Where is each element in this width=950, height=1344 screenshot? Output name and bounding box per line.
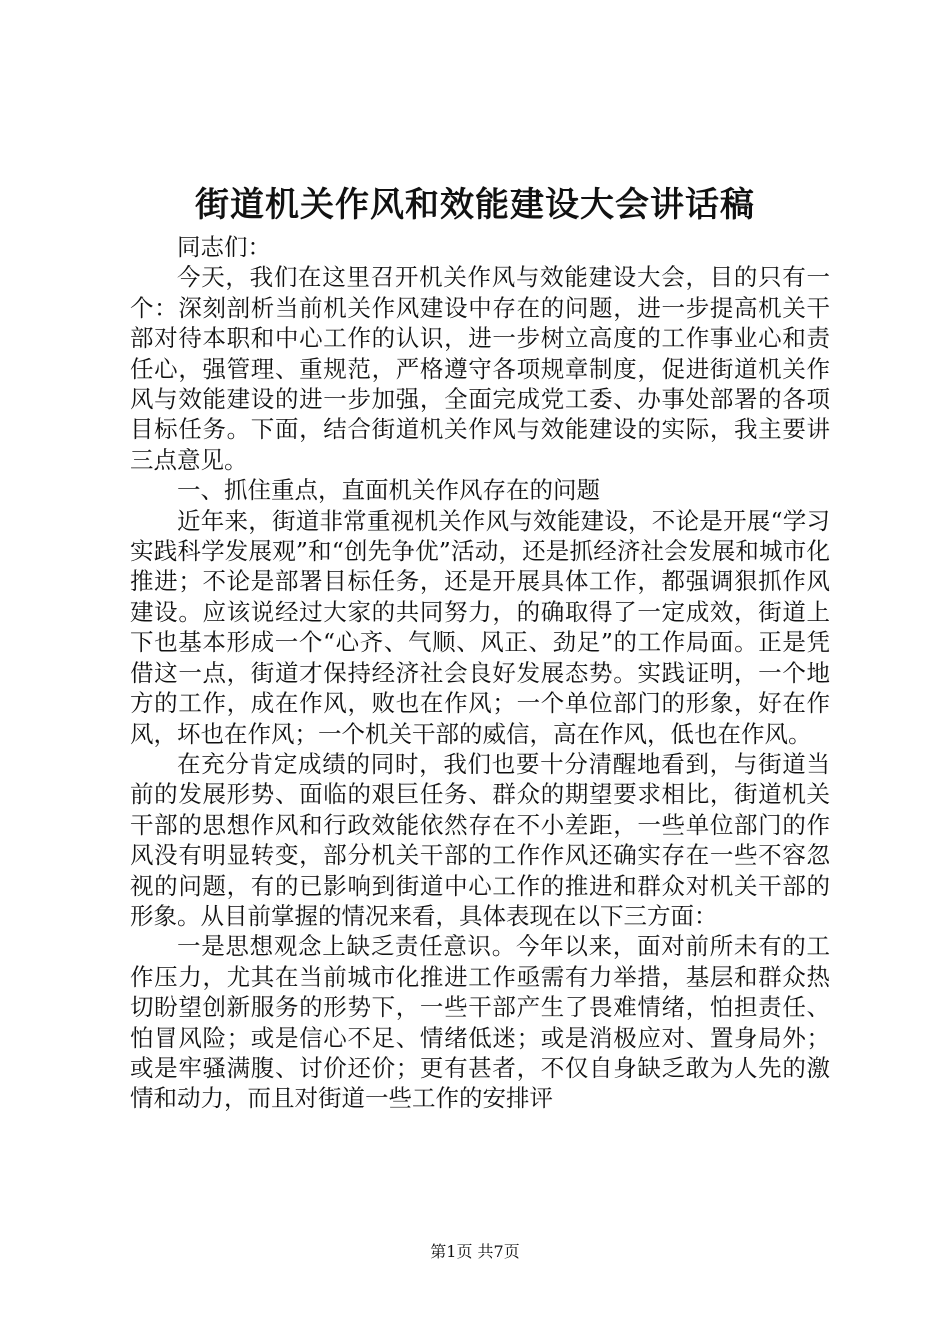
document-title: 街道机关作风和效能建设大会讲话稿: [195, 185, 755, 225]
document-body: [130, 232, 830, 1114]
salutation-paragraph: 同志们：: [177, 233, 271, 261]
section-heading: 一、抓住重点，直面机关作风存在的问题: [177, 476, 600, 505]
body-paragraph: 一是思想观念上缺乏责任意识。今年以来，面对前所未有的工作压力，尤其在当前城市化推进工作亟需有力举措，基层和群众热切盼望创新服务的形势下，一些干部产生了畏难情绪，怕担责任、怕冒风险；或是信心不足、情绪低迷；或是消极应对、置身局外；或是牢骚满腹、讨价还价；更有甚者，不仅自身缺乏敢为人先的激情和动力，而且对街道一些工作的安排评: [130, 932, 830, 1113]
body-paragraph: 在充分肯定成绩的同时，我们也要十分清醒地看到，与街道当前的发展形势、面临的艰巨任务、群众的期望要求相比，街道机关干部的思想作风和行政效能依然存在不小差距，一些单位部门的作风没有明显转变，部分机关干部的工作作风还确实存在一些不容忽视的问题，有的已影响到街道中心工作的推进和群众对机关干部的形象。从目前掌握的情况来看，具体表现在以下三方面：: [130, 749, 830, 930]
body-paragraph: 今天，我们在这里召开机关作风与效能建设大会，目的只有一个：深刻剖析当前机关作风建设中存在的问题，进一步提高机关干部对待本职和中心工作的认识，进一步树立高度的工作事业心和责任心，强管理、重规范，严格遵守各项规章制度，促进街道机关作风与效能建设的进一步加强，全面完成党工委、办事处部署的各项目标任务。下面，结合街道机关作风与效能建设的实际，我主要讲三点意见。: [130, 263, 830, 474]
page-number-footer: 第1页 共7页: [430, 1242, 520, 1261]
body-paragraph: 近年来，街道非常重视机关作风与效能建设，不论是开展“学习实践科学发展观”和“创先争优”活动，还是抓经济社会发展和城市化推进；不论是部署目标任务，还是开展具体工作，都强调狠抓作风建设。应该说经过大家的共同努力，的确取得了一定成效，街道上下也基本形成一个“心齐、气顺、风正、劲足”的工作局面。正是凭借这一点，街道才保持经济社会良好发展态势。实践证明，一个地方的工作，成在作风，败也在作风；一个单位部门的形象，好在作风，坏也在作风；一个机关干部的威信，高在作风，低也在作风。: [130, 506, 830, 748]
